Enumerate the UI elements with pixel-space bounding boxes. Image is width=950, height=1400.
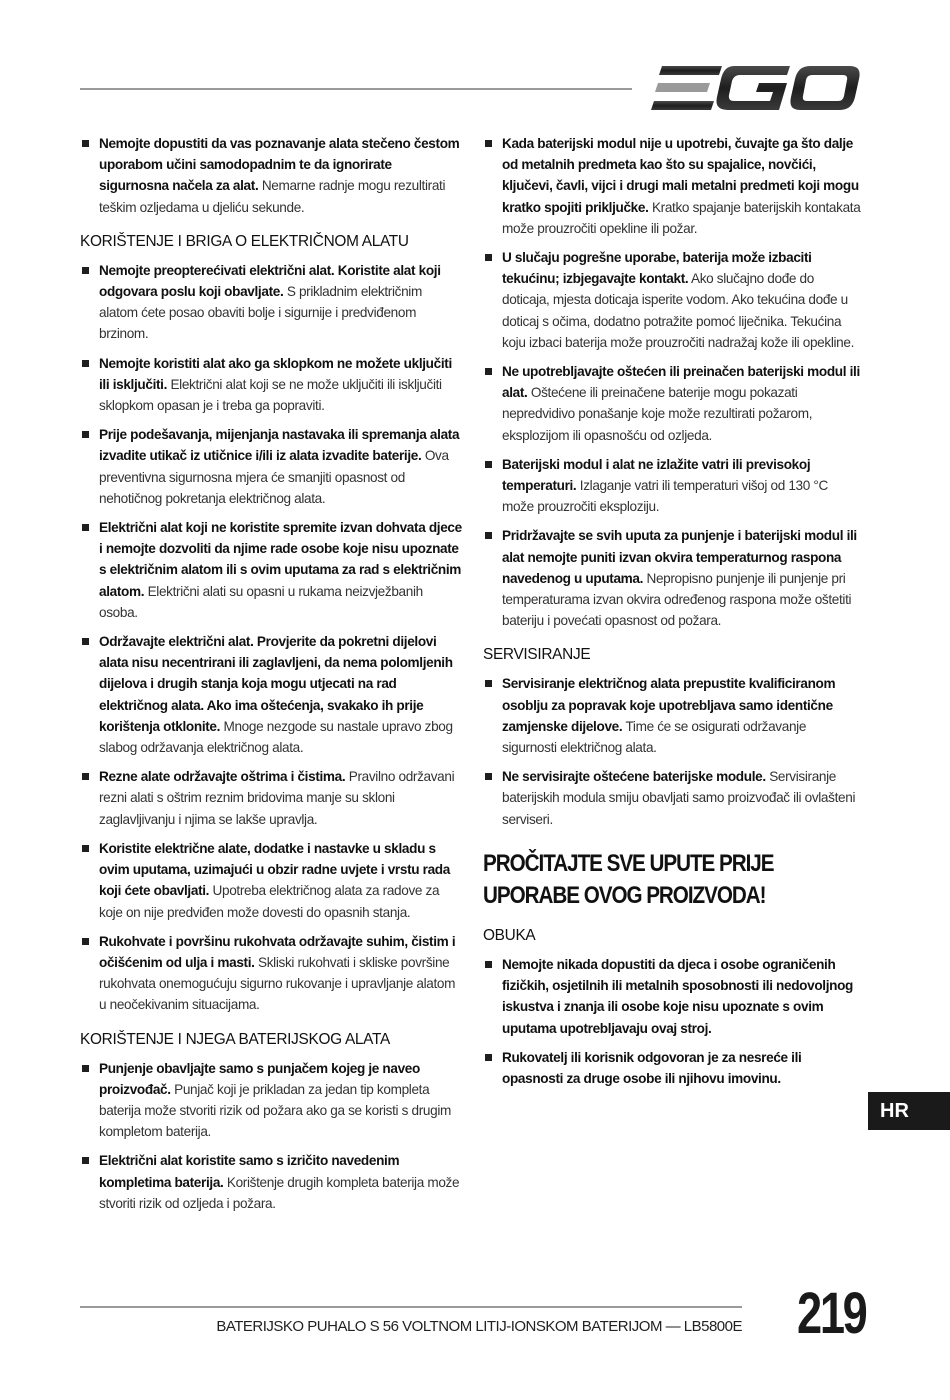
bullet-icon xyxy=(82,140,89,147)
section-heading-training: OBUKA xyxy=(483,926,536,944)
list-item: Rukovatelj ili korisnik odgovoran je za nesreće ili opasnosti za druge osobe ili njihovu imovinu. xyxy=(483,1047,863,1089)
list-item: Električni alat koristite samo s izričito navedenim kompletima baterija. Korištenje drugih kompleta baterija može stvoriti rizik od ozljeda i požara. xyxy=(80,1150,462,1214)
bullet-icon xyxy=(82,1157,89,1164)
bullet-icon xyxy=(82,773,89,780)
footer-rule xyxy=(80,1306,742,1308)
list-item: Ne upotrebljavajte oštećen ili preinačen baterijski modul ili alat. Oštećene ili preinačene baterije mogu pokazati nepredvidivo ponašanje koje može rezultirati požarom, eksplozijom ili opasnošću od ozljeda. xyxy=(483,361,863,446)
list-item: Pridržavajte se svih uputa za punjenje i baterijski modul ili alat nemojte puniti izvan okvira temperaturnog raspona navedenog u uputama. Nepropisno punjenje ili punjenje pri temperaturama izvan okvira određenog raspona može oštetiti bateriju i povećati opasnost od požara. xyxy=(483,525,863,631)
section-heading-tool-use: KORIŠTENJE I BRIGA O ELEKTRIČNOM ALATU xyxy=(80,232,409,250)
list-item: Održavajte električni alat. Provjerite da pokretni dijelovi alata nisu necentrirani ili zaglavljeni, da nema polomljenih dijelova i drugih stanja koja mogu utjecati na rad električnog alata. Ako ima oštećenja, svakako ih prije korištenja otklonite. Mnoge nezgode su nastale upravo zbog slabog održavanja električnog alata. xyxy=(80,631,462,758)
list-item: Rukohvate i površinu rukohvata održavajte suhim, čistim i očišćenim od ulja i masti. Skliski rukohvati i skliske površine rukohvata onemogućuju sigurno rukovanje i upravljanje alatom u neočekivanim situacijama. xyxy=(80,931,462,1016)
read-instructions-heading: PROČITAJTE SVE UPUTE PRIJE UPORABE OVOG PROIZVODA! xyxy=(483,849,774,909)
list-item: Rezne alate održavajte oštrima i čistima. Pravilno održavani rezni alati s oštrim reznim bridovima manje su skloni zaglavljivanju i njima se lakše upravlja. xyxy=(80,766,462,830)
bullet-icon xyxy=(82,638,89,645)
bullet-icon xyxy=(485,368,492,375)
bullet-icon xyxy=(485,1054,492,1061)
bullet-icon xyxy=(485,773,492,780)
list-item: Nemojte nikada dopustiti da djeca i osobe ograničenih fizičkih, osjetilnih ili metalnih sposobnosti ili nedovoljnog iskustva i znanja ili osobe koje nisu upoznate s ovim uputama upotrebljavaju ovaj stroj. xyxy=(483,954,863,1039)
left-column xyxy=(80,133,462,1222)
list-item: Punjenje obavljajte samo s punjačem kojeg je naveo proizvođač. Punjač koji je prikladan za jedan tip kompleta baterija može stvoriti rizik od požara ako ga se koristi s drugim kompletom baterija. xyxy=(80,1058,462,1143)
bullet-icon xyxy=(82,524,89,531)
list-item: Ne servisirajte oštećene baterijske module. Servisiranje baterijskih modula smiju obavljati samo proizvođač ili ovlašteni serviseri. xyxy=(483,766,863,830)
bullet-icon xyxy=(485,680,492,687)
right-column xyxy=(483,133,863,1097)
list-item: Električni alat koji ne koristite spremite izvan dohvata djece i nemojte dozvoliti da njime rade osobe koje nisu upoznate s električnim alatom ili s ovim uputama za rad s električnim alatom. Električni alati su opasni u rukama neizvježbanih osoba. xyxy=(80,517,462,623)
bullet-icon xyxy=(82,267,89,274)
bullet-icon xyxy=(82,938,89,945)
list-item: Baterijski modul i alat ne izlažite vatri ili previsokoj temperaturi. Izlaganje vatri ili temperaturi višoj od 130 °C može prouzročiti eksploziju. xyxy=(483,454,863,518)
bullet-icon xyxy=(485,461,492,468)
bullet-icon xyxy=(485,140,492,147)
list-item: Nemojte koristiti alat ako ga sklopkom ne možete uključiti ili isključiti. Električni alat koji se ne može uključiti ili isključiti sklopkom opasan je i treba ga popraviti. xyxy=(80,353,462,417)
section-heading-service: SERVISIRANJE xyxy=(483,646,591,664)
ego-logo xyxy=(650,62,862,114)
bullet-icon xyxy=(82,1065,89,1072)
bullet-icon xyxy=(82,845,89,852)
bullet-icon xyxy=(485,532,492,539)
list-item: Nemojte dopustiti da vas poznavanje alata stečeno čestom uporabom učini samodopadnim te da ignorirate sigurnosna načela za alat. Nemarne radnje mogu rezultirati teškim ozljedama u djeliću sekunde. xyxy=(80,133,462,218)
list-item: Koristite električne alate, dodatke i nastavke u skladu s ovim uputama, uzimajući u obzir radne uvjete i vrstu rada koji ćete obavljati. Upotreba električnog alata za radove za koje on nije predviđen može dovesti do opasnih stanja. xyxy=(80,838,462,923)
header-rule xyxy=(80,88,632,90)
list-item: Kada baterijski modul nije u upotrebi, čuvajte ga što dalje od metalnih predmeta kao što su spajalice, novčići, ključevi, čavli, vijci i drugi mali metalni predmeti koji mogu kratko spojiti priključke. Kratko spajanje baterijskih kontakata može prouzročiti opekline ili požar. xyxy=(483,133,863,239)
page-number: 219 xyxy=(797,1281,866,1346)
bullet-icon xyxy=(485,961,492,968)
bullet-icon xyxy=(485,254,492,261)
list-item: U slučaju pogrešne uporabe, baterija može izbaciti tekućinu; izbjegavajte kontakt. Ako slučajno dođe do doticaja, mjesta doticaja isperite vodom. Ako tekućina dođe u doticaj s očima, dodatno potražite pomoć liječnika. Tekućina koju izbaci baterija može prouzročiti nadražaj kože ili opekline. xyxy=(483,247,863,353)
list-item: Prije podešavanja, mijenjanja nastavaka ili spremanja alata izvadite utikač iz utičnice i/ili iz alata izvadite baterije. Ova preventivna sigurnosna mjera će smanjiti opasnost od nehotičnog pokretanja električnog alata. xyxy=(80,424,462,509)
bullet-icon xyxy=(82,431,89,438)
section-heading-battery-tool: KORIŠTENJE I NJEGA BATERIJSKOG ALATA xyxy=(80,1030,390,1048)
list-item: Servisiranje električnog alata prepustite kvalificiranom osoblju za popravak koje upotrebljava samo identične zamjenske dijelove. Time će se osigurati održavanje sigurnosti električnog alata. xyxy=(483,673,863,758)
list-item: Nemojte preopterećivati električni alat. Koristite alat koji odgovara poslu koji obavljate. S prikladnim električnim alatom ćete posao obaviti bolje i sigurnije i predviđenom brzinom. xyxy=(80,260,462,345)
language-tab: HR xyxy=(868,1092,950,1130)
bullet-icon xyxy=(82,360,89,367)
footer-title: BATERIJSKO PUHALO S 56 VOLTNOM LITIJ-IONSKOM BATERIJOM — LB5800E xyxy=(216,1318,742,1335)
